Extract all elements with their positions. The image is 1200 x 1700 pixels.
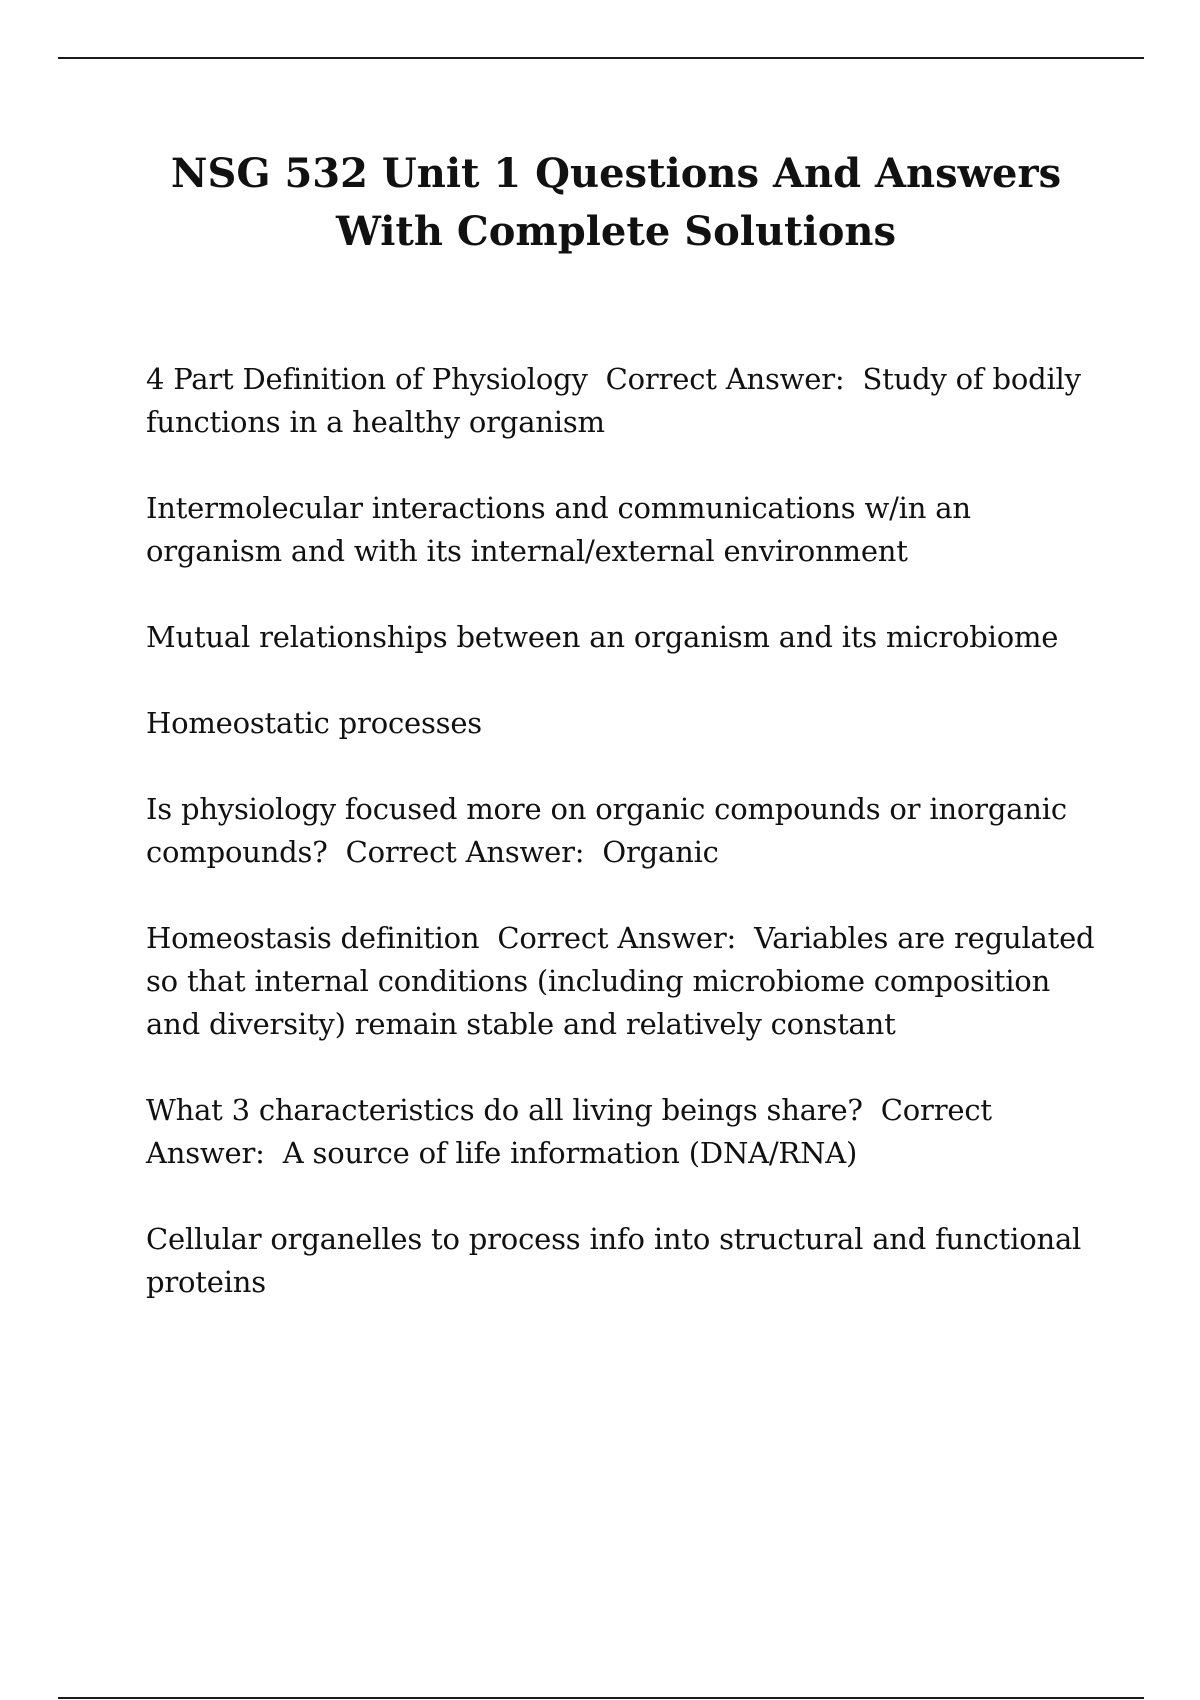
document-title xyxy=(58,145,1174,261)
paragraph-living-beings: What 3 characteristics do all living beings share? Correct Answer: A source of life information (DNA/RNA) xyxy=(146,1093,1001,1170)
paragraph-physiology-definition: 4 Part Definition of Physiology Correct Answer: Study of bodily functions in a healthy organism xyxy=(146,362,1090,439)
paragraph-intermolecular: Intermolecular interactions and communications w/in an organism and with its internal/external environment xyxy=(146,491,980,568)
paragraph-cellular-organelles: Cellular organelles to process info into structural and functional proteins xyxy=(146,1222,1091,1299)
paragraph-microbiome: Mutual relationships between an organism and its microbiome xyxy=(146,620,1059,654)
paragraph-homeostasis-definition: Homeostasis definition Correct Answer: Variables are regulated so that internal conditions (including microbiome composition and diversity) remain stable and relatively constant xyxy=(146,921,1104,1041)
header-rule xyxy=(58,57,1144,59)
document-body xyxy=(146,358,1106,1347)
title-line-1: NSG 532 Unit 1 Questions And Answers xyxy=(170,150,1062,197)
paragraph-organic-compounds: Is physiology focused more on organic compounds or inorganic compounds? Correct Answer: Organic xyxy=(146,792,1076,869)
paragraph-homeostatic: Homeostatic processes xyxy=(146,706,482,740)
footer-rule xyxy=(58,1697,1144,1699)
title-line-2: With Complete Solutions xyxy=(336,208,896,255)
